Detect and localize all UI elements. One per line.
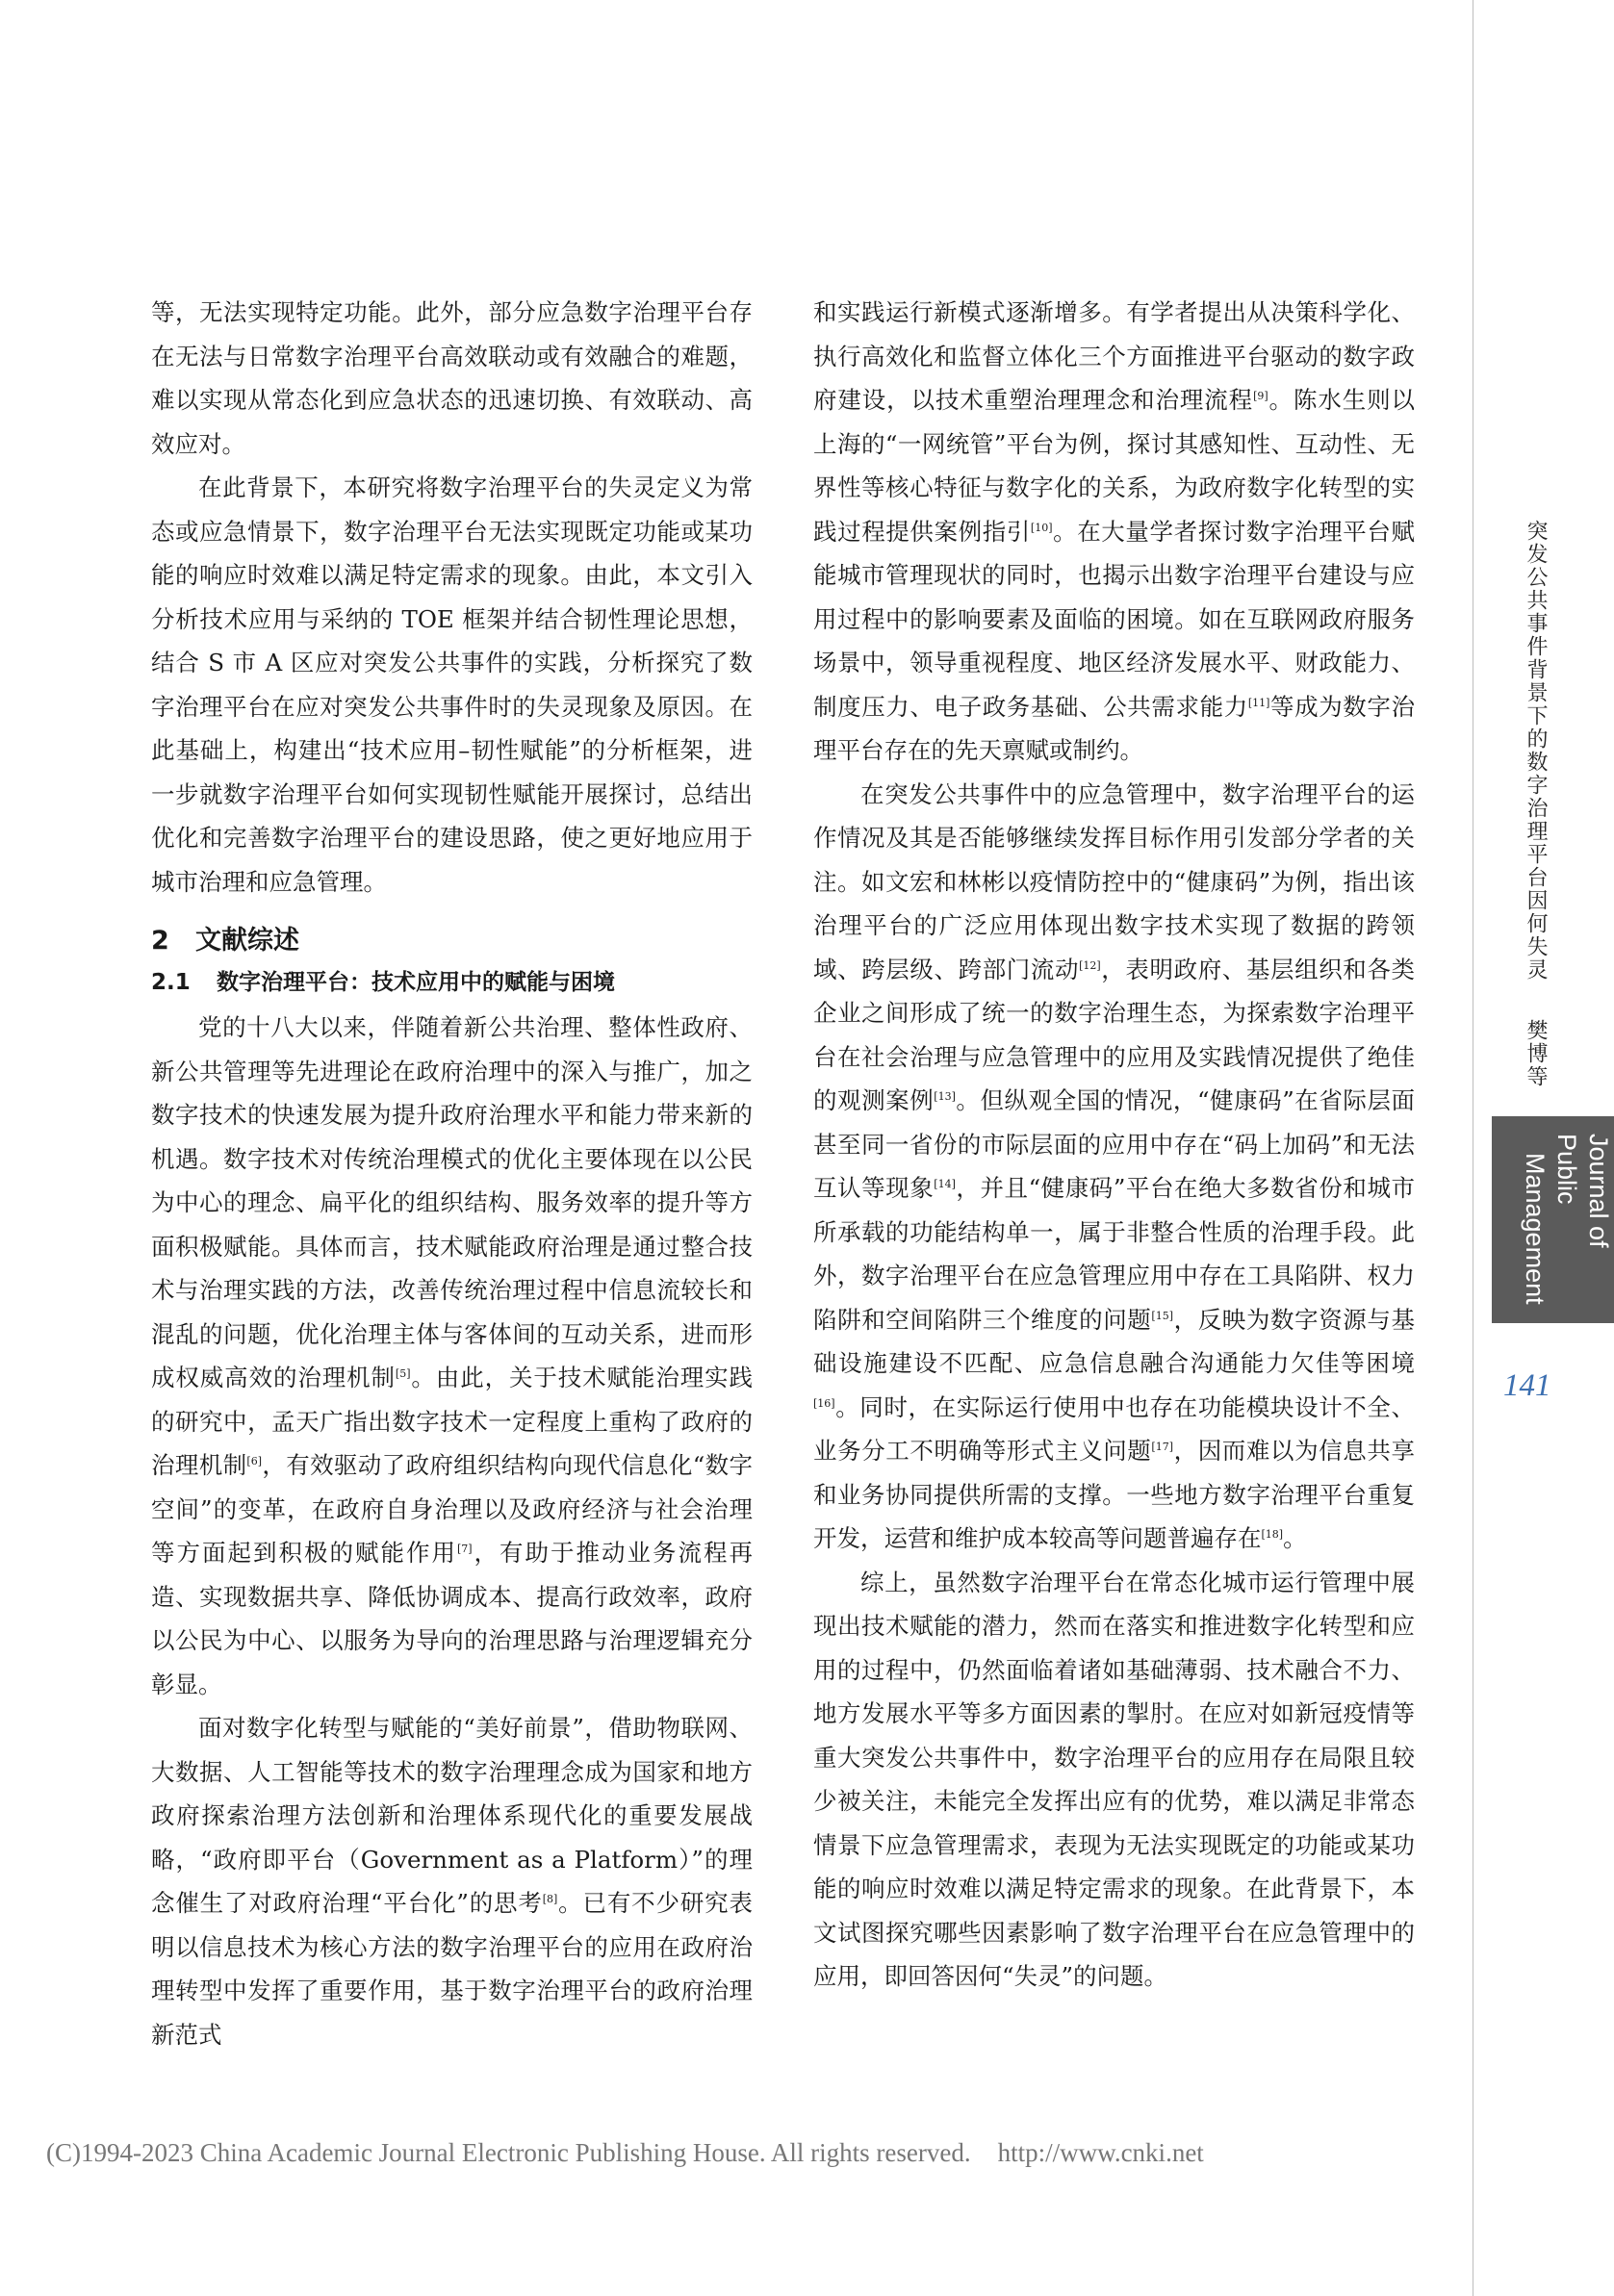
cnki-link[interactable]: http://www.cnki.net xyxy=(997,2138,1204,2167)
page-number: 141 xyxy=(1503,1368,1551,1403)
journal-name-line1: Journal of Public xyxy=(1552,1134,1613,1248)
copyright-footer xyxy=(46,2138,1451,2168)
subsection-heading xyxy=(151,967,753,998)
text-run: 。同时，在实际运行使用中也存在功能模块设计不全、业务分工不明确等形式主义问题 xyxy=(813,1392,1415,1465)
right-column xyxy=(813,291,1415,1999)
citation[interactable]: [7] xyxy=(456,1542,473,1555)
text-run: 。但纵观全国的情况，“健康码”在省际层面甚至同一省份的市际层面的应用中存在“码上加码”和无法互认等现象 xyxy=(813,1086,1415,1202)
text-run: ，有助于推动业务流程再造、实现数据共享、降低协调成本、提高行政效率，政府以公民为中心、以服务为导向的治理思路与治理逻辑充分彰显。 xyxy=(151,1539,754,1698)
citation[interactable]: [9] xyxy=(1253,389,1268,402)
citation[interactable]: [17] xyxy=(1151,1440,1173,1453)
citation[interactable]: [18] xyxy=(1261,1527,1284,1541)
text-run: ，并且“健康码”平台在绝大多数省份和城市所承载的功能结构单一，属于非整合性质的治理手段。此外，数字治理平台在应急管理应用中存在工具陷阱、权力陷阱和空间陷阱三个维度的问题 xyxy=(813,1174,1415,1334)
section-heading xyxy=(151,927,753,956)
citation[interactable]: [6] xyxy=(246,1454,263,1467)
running-title xyxy=(1513,520,1551,1088)
copyright-text: (C)1994-2023 China Academic Journal Electronic Publishing House. All rights reserved. xyxy=(46,2138,971,2167)
paragraph xyxy=(151,1006,753,1706)
paragraph xyxy=(813,291,1415,773)
text-run: 和实践运行新模式逐渐增多。有学者提出从决策科学化、执行高效化和监督立体化三个方面推进平台驱动的数字政府建设，以技术重塑治理理念和治理流程 xyxy=(813,298,1415,414)
citation[interactable]: [11] xyxy=(1247,696,1270,709)
running-author: 樊博等 xyxy=(1524,1019,1548,1088)
citation[interactable]: [15] xyxy=(1151,1309,1173,1322)
citation[interactable]: [13] xyxy=(934,1089,956,1103)
text-run: ，因而难以为信息共享和业务协同提供所需的支撑。一些地方数字治理平台重复开发，运营和维护成本较高等问题普遍存在 xyxy=(813,1437,1416,1552)
citation[interactable]: [16] xyxy=(813,1396,835,1410)
paragraph: 在此背景下，本研究将数字治理平台的失灵定义为常态或应急情景下，数字治理平台无法实现既定功能或某功能的响应时效难以满足特定需求的现象。由此，本文引入分析技术应用与采纳的 TOE 框架并结合韧性理论思想，结合 S 市 A 区应对突发公共事件的实践，分析探究了数字治理平台在应对突发公共事件时的失灵现象及原因。在此基础上，构建出“技术应用–韧性赋能”的分析框架，进一步就数字治理平台如何实现韧性赋能开展探讨，总结出优化和完善数字治理平台的建设思路，使之更好地应用于城市治理和应急管理。 xyxy=(151,473,753,896)
paragraph: 综上，虽然数字治理平台在常态化城市运行管理中展现出技术赋能的潜力，然而在落实和推进数字化转型和应用的过程中，仍然面临着诸如基础薄弱、技术融合不力、地方发展水平等多方面因素的掣肘。在应对如新冠疫情等重大突发公共事件中，数字治理平台的应用存在局限且较少被关注，未能完全发挥出应有的优势，难以满足非常态情景下应急管理需求，表现为无法实现既定的功能或某功能的响应时效难以满足特定需求的现象。在此背景下，本文试图探究哪些因素影响了数字治理平台在应急管理中的应用，即回答因何“失灵”的问题。 xyxy=(813,1568,1415,1990)
paragraph xyxy=(813,773,1415,1561)
text-run: 。由此，关于技术赋能治理实践的研究中，孟天广指出数字技术一定程度上重构了政府的治理机制 xyxy=(151,1364,754,1479)
text-run: 。 xyxy=(1283,1524,1307,1552)
citation[interactable]: [12] xyxy=(1079,958,1101,972)
text-run: 在突发公共事件中的应急管理中，数字治理平台的运作情况及其是否能够继续发挥目标作用引发部分学者的关注。如文宏和林彬以疫情防控中的“健康码”为例，指出该治理平台的广泛应用体现出数字技术实现了数据的跨领域、跨层级、跨部门流动 xyxy=(813,779,1415,983)
text-run: ，反映为数字资源与基础设施建设不匹配、应急信息融合沟通能力欠佳等困境 xyxy=(813,1305,1416,1377)
journal-name xyxy=(1492,1116,1614,1323)
left-column xyxy=(151,291,753,2056)
subsection-title: 数字治理平台：技术应用中的赋能与困境 xyxy=(217,970,615,995)
journal-tab xyxy=(1492,1116,1614,1323)
subsection-number: 2.1 xyxy=(151,970,191,995)
citation[interactable]: [8] xyxy=(542,1892,558,1905)
citation[interactable]: [14] xyxy=(934,1177,956,1190)
text-run: 等成为数字治理平台存在的先天禀赋或制约。 xyxy=(813,692,1416,764)
text-run: 。已有不少研究表明以信息技术为核心方法的数字治理平台的应用在政府治理转型中发挥了重要作用，基于数字治理平台的政府治理新范式 xyxy=(151,1889,753,2049)
text-run: 面对数字化转型与赋能的“美好前景”，借助物联网、大数据、人工智能等技术的数字治理理念成为国家和地方政府探索治理方法创新和治理体系现代化的重要发展战略，“政府即平台（Government as a Platform）”的理念催生了对政府治理“平台化”的思考 xyxy=(151,1714,753,1917)
text-run: 。在大量学者探讨数字治理平台赋能城市管理现状的同时，也揭示出数字治理平台建设与应用过程中的影响要素及面临的困境。如在互联网政府服务场景中，领导重视程度、地区经济发展水平、财政能力、制度压力、电子政务基础、公共需求能力 xyxy=(813,517,1416,721)
section-title: 文献综述 xyxy=(195,926,299,956)
text-run: ，表明政府、基层组织和各类企业之间形成了统一的数字治理生态，为探索数字治理平台在社会治理与应急管理中的应用及实践情况提供了绝佳的观测案例 xyxy=(813,955,1416,1114)
text-run: 党的十八大以来，伴随着新公共治理、整体性政府、新公共管理等先进理论在政府治理中的深入与推广，加之数字技术的快速发展为提升政府治理水平和能力带来新的机遇。数字技术对传统治理模式的优化主要体现在以公民为中心的理念、扁平化的组织结构、服务效率的提升等方面积极赋能。具体而言，技术赋能政府治理是通过整合技术与治理实践的方法，改善传统治理过程中信息流较长和混乱的问题，优化治理主体与客体间的互动关系，进而形成权威高效的治理机制 xyxy=(151,1013,753,1391)
paragraph xyxy=(151,1706,753,2056)
text-run: ，有效驱动了政府组织结构向现代信息化“数字空间”的变革，在政府自身治理以及政府经济与社会治理等方面起到积极的赋能作用 xyxy=(151,1451,753,1567)
paragraph: 等，无法实现特定功能。此外，部分应急数字治理平台存在无法与日常数字治理平台高效联动或有效融合的难题，难以实现从常态化到应急状态的迅速切换、有效联动、高效应对。 xyxy=(151,298,753,458)
citation[interactable]: [10] xyxy=(1030,521,1053,534)
running-title-text: 突发公共事件背景下的数字治理平台因何失灵 xyxy=(1524,520,1548,982)
journal-name-line2: Management xyxy=(1521,1152,1550,1305)
citation[interactable]: [5] xyxy=(395,1366,411,1380)
section-number: 2 xyxy=(151,926,169,956)
text-run: 。陈水生则以上海的“一网统管”平台为例，探讨其感知性、互动性、无界性等核心特征与数字化的关系，为政府数字化转型的实践过程提供案例指引 xyxy=(813,386,1416,546)
